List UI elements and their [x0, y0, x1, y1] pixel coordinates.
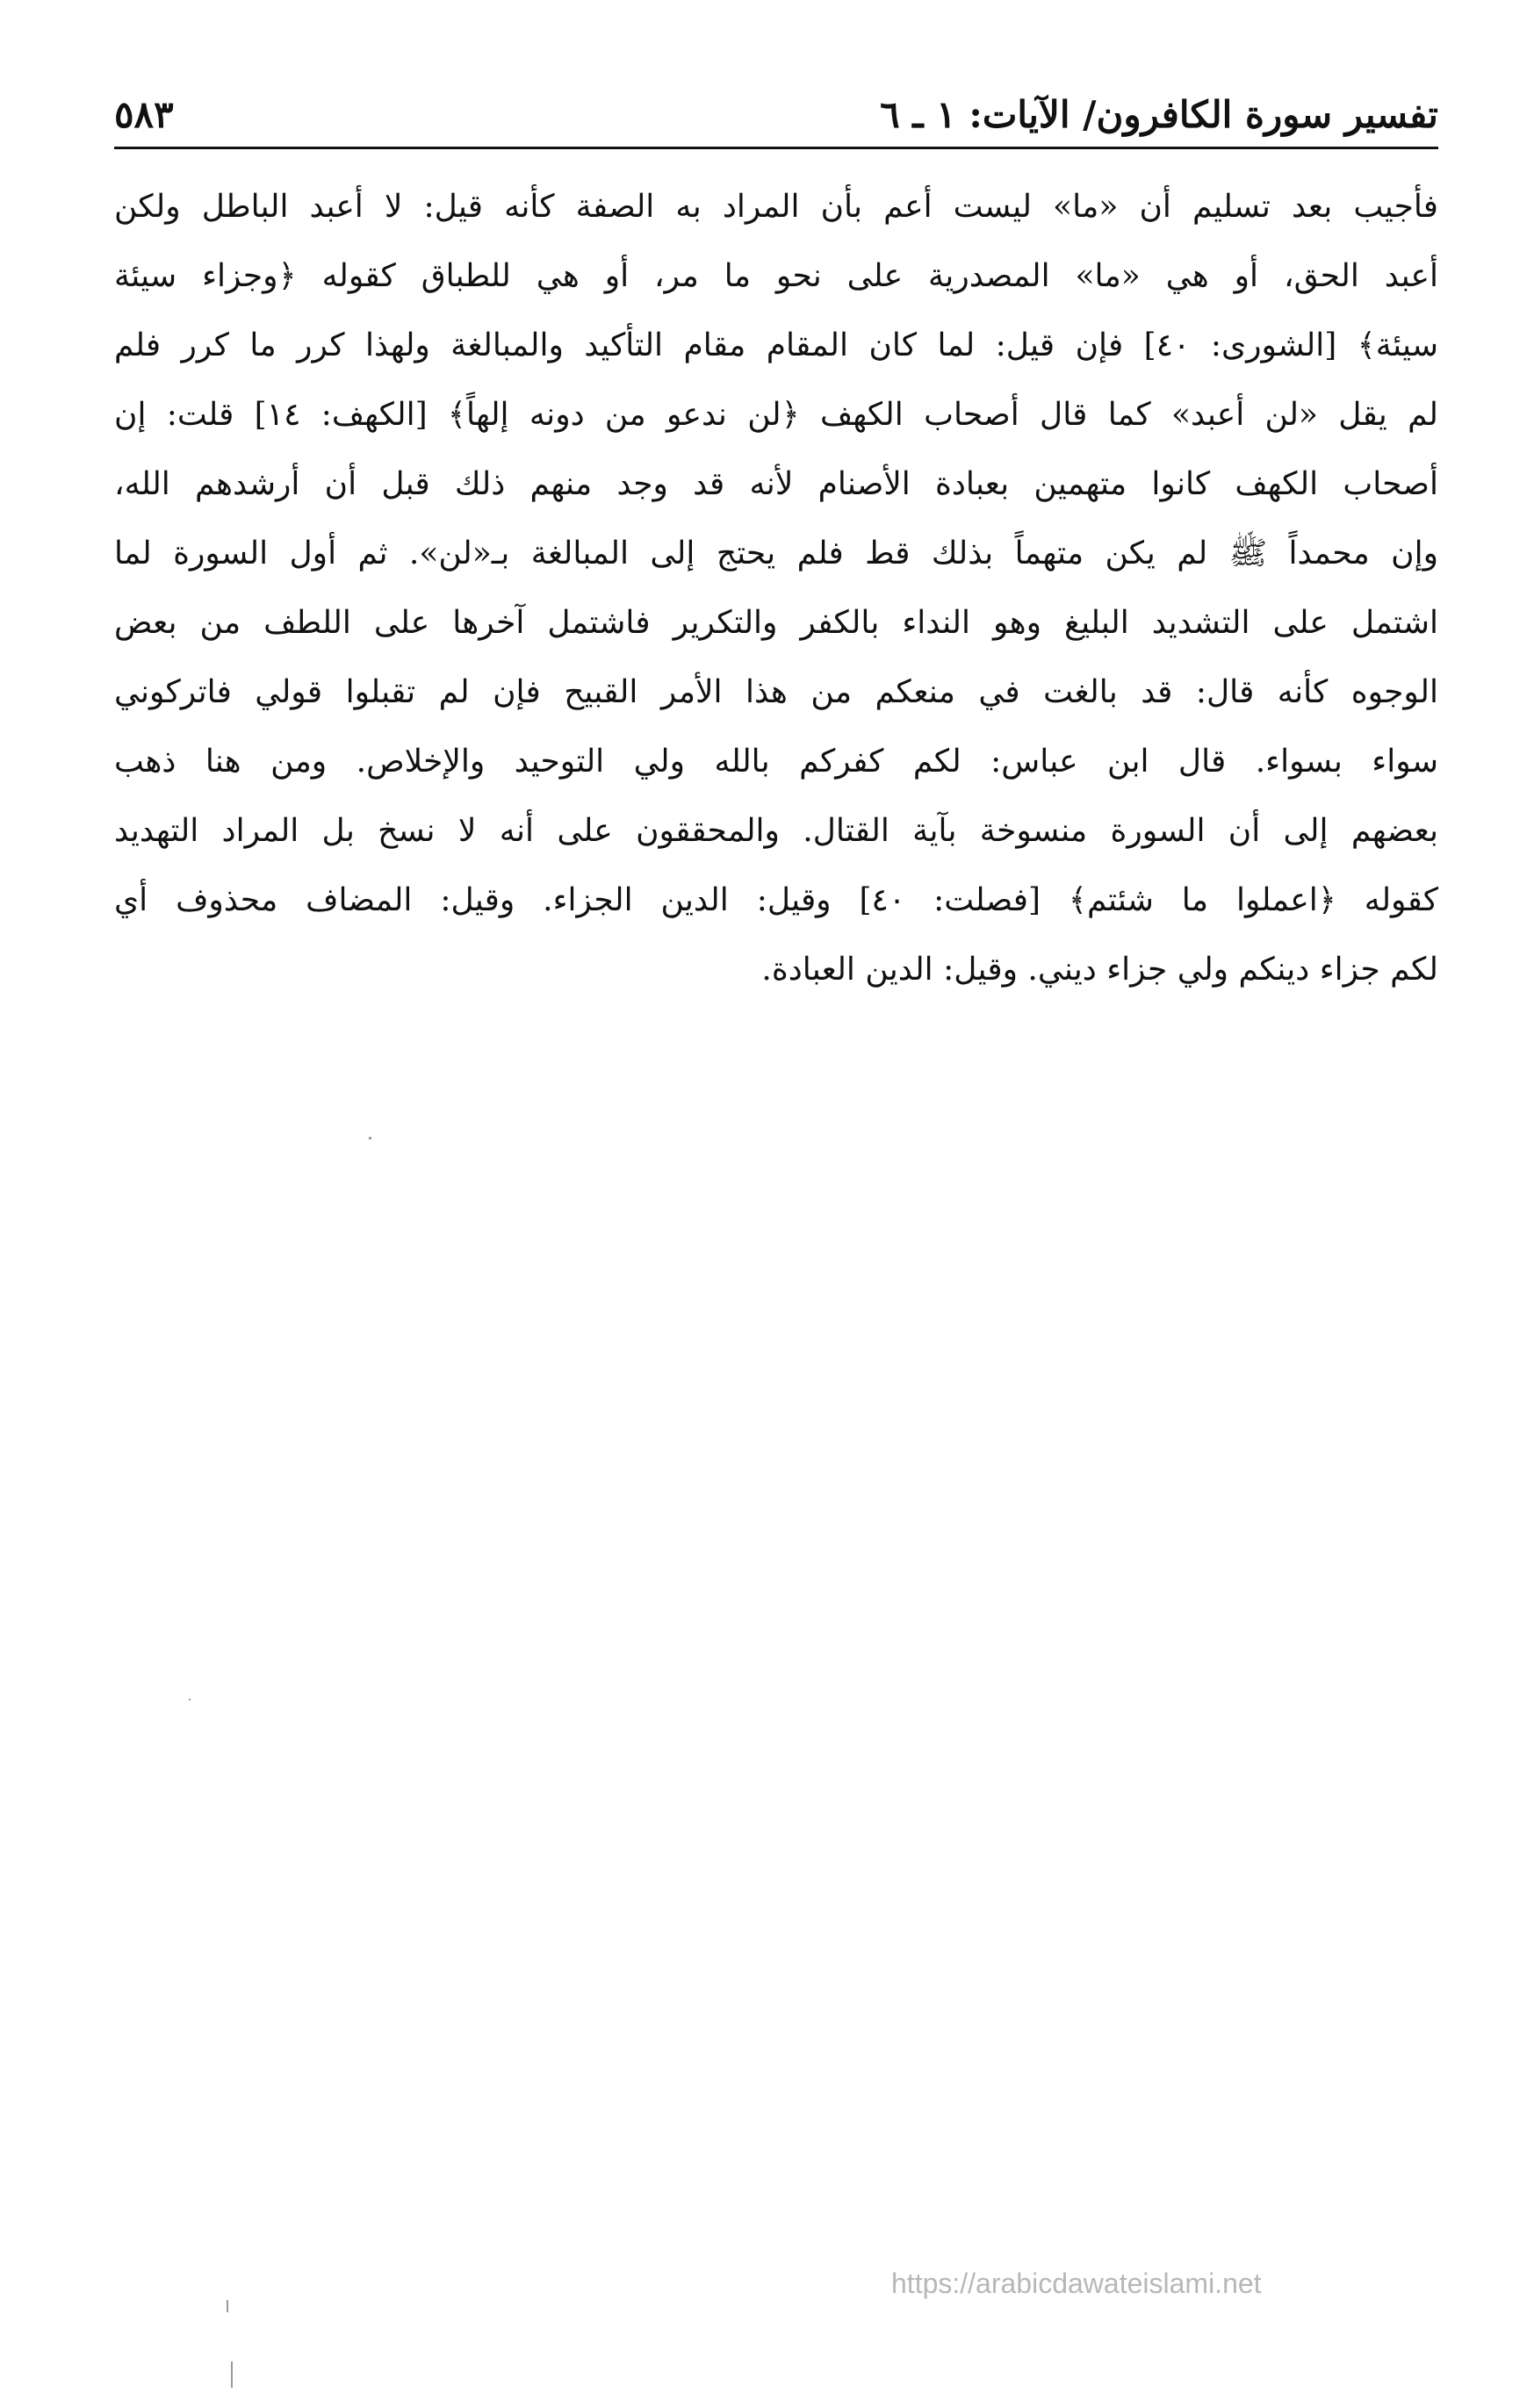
scan-speck	[227, 2300, 228, 2312]
scan-speck	[369, 1137, 371, 1139]
text-line-last: لكم جزاء دينكم ولي جزاء ديني. وقيل: الدين العبادة.	[761, 952, 1438, 988]
page-header	[114, 88, 1438, 142]
text-line: أعبد الحق، أو هي «ما» المصدرية على نحو ما مر، أو هي للطباق كقوله ﴿وجزاء سيئة	[114, 258, 1438, 294]
text-line: لم يقل «لن أعبد» كما قال أصحاب الكهف ﴿لن ندعو من دونه إلهاً﴾ [الكهف: ١٤] قلت: إن	[114, 397, 1438, 433]
scan-speck	[231, 2361, 233, 2388]
text-line: سيئة﴾ [الشورى: ٤٠] فإن قيل: لما كان المقام مقام التأكيد والمبالغة ولهذا كرر ما كرر فلم	[114, 327, 1438, 363]
text-line: فأجيب بعد تسليم أن «ما» ليست أعم بأن المراد به الصفة كأنه قيل: لا أعبد الباطل ولكن	[114, 189, 1438, 225]
running-title: تفسير سورة الكافرون/ الآيات: ١ ـ ٦	[880, 93, 1438, 136]
text-line: الوجوه كأنه قال: قد بالغت في منعكم من هذا الأمر القبيح فإن لم تقبلوا قولي فاتركوني	[114, 674, 1438, 710]
text-line: سواء بسواء. قال ابن عباس: لكم كفركم بالله ولي التوحيد والإخلاص. ومن هنا ذهب	[114, 744, 1438, 780]
page-number: ٥٨٣	[114, 93, 174, 136]
scan-speck	[189, 1699, 191, 1700]
watermark-url: https://arabicdawateislami.net	[891, 2268, 1262, 2299]
text-line: كقوله ﴿اعملوا ما شئتم﴾ [فصلت: ٤٠] وقيل: الدين الجزاء. وقيل: المضاف محذوف أي	[114, 882, 1438, 918]
header-rule	[114, 147, 1438, 149]
body-text	[114, 172, 1438, 1004]
text-line: اشتمل على التشديد البليغ وهو النداء بالكفر والتكرير فاشتمل آخرها على اللطف من بعض	[114, 605, 1438, 641]
text-line: وإن محمداً ﷺ لم يكن متهماً بذلك قط فلم يحتج إلى المبالغة بـ«لن». ثم أول السورة لما	[114, 536, 1438, 571]
text-line: أصحاب الكهف كانوا متهمين بعبادة الأصنام لأنه قد وجد منهم ذلك قبل أن أرشدهم الله،	[114, 466, 1438, 502]
text-line: بعضهم إلى أن السورة منسوخة بآية القتال. والمحققون على أنه لا نسخ بل المراد التهديد	[114, 813, 1438, 849]
